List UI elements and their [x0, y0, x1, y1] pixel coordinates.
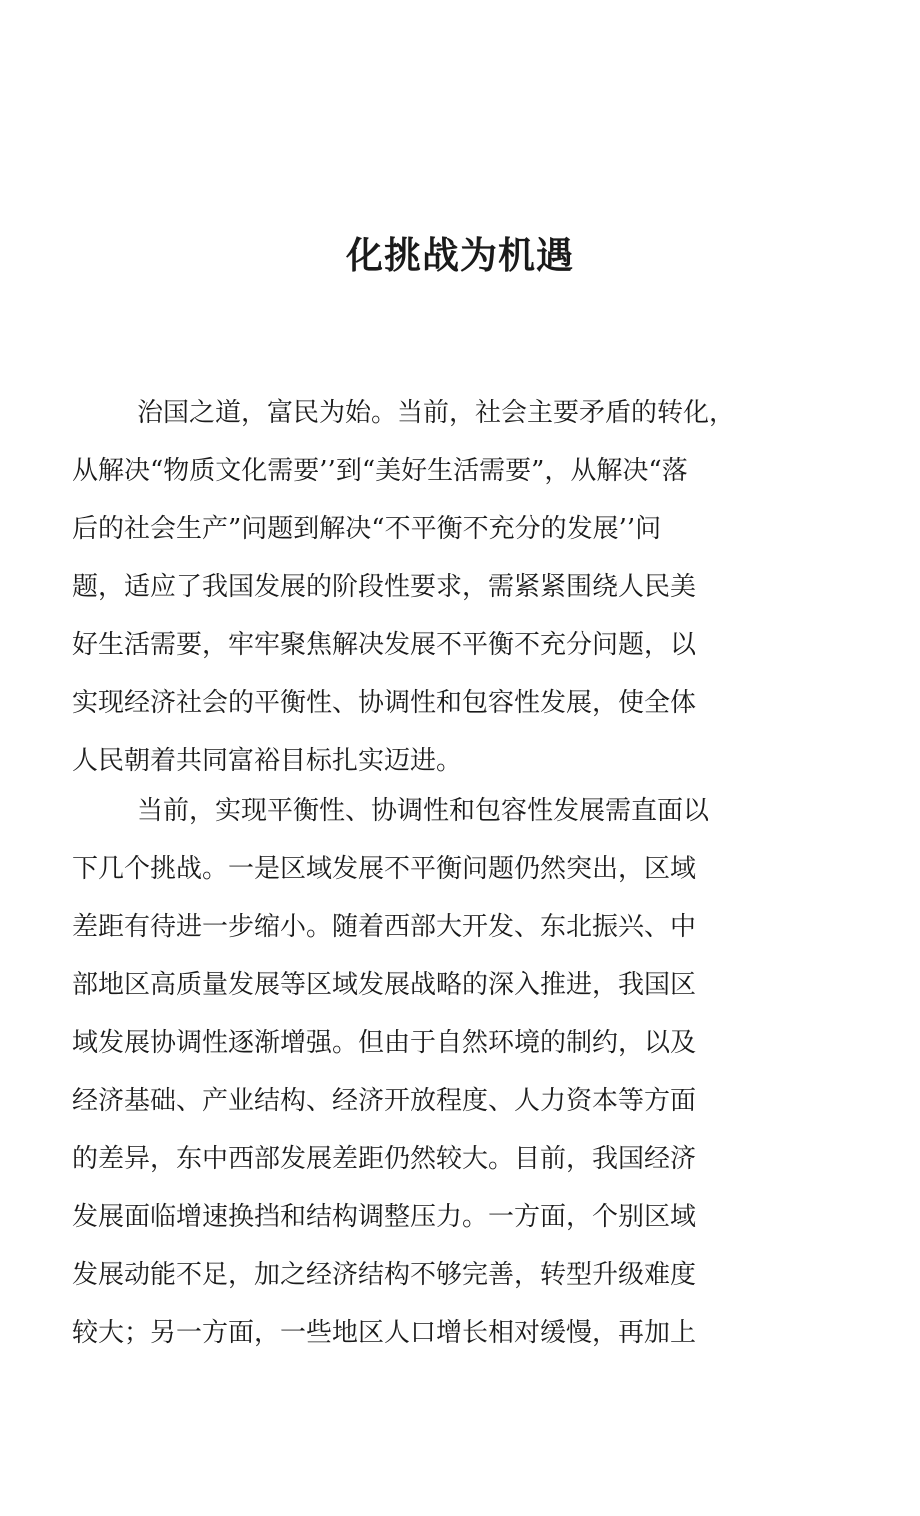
- paragraph-line: 发展面临增速换挡和结构调整压力。一方面，个别区域: [72, 1202, 697, 1232]
- paragraph-line: 经济基础、产业结构、经济开放程度、人力资本等方面: [72, 1086, 697, 1116]
- paragraph-2: [72, 782, 832, 1362]
- paragraph-line: 题，适应了我国发展的阶段性要求，需紧紧围绕人民美: [72, 572, 697, 602]
- paragraph-line: 的差异，东中西部发展差距仍然较大。目前，我国经济: [72, 1144, 697, 1174]
- paragraph-line: 较大；另一方面，一些地区人口增长相对缓慢，再加上: [72, 1318, 697, 1348]
- paragraph-line: 发展动能不足，加之经济结构不够完善，转型升级难度: [72, 1260, 697, 1290]
- paragraph-line: 后的社会生产”问题到解决“不平衡不充分的发展’’问: [72, 514, 662, 544]
- paragraph-line: 从解决“物质文化需要’’到“美好生活需要”，从解决“落: [72, 456, 688, 486]
- paragraph-1: [72, 384, 832, 790]
- paragraph-line: 当前，实现平衡性、协调性和包容性发展需直面以: [137, 796, 710, 826]
- paragraph-line: 下几个挑战。一是区域发展不平衡问题仍然突出，区域: [72, 854, 697, 884]
- paragraph-line: 域发展协调性逐渐增强。但由于自然环境的制约，以及: [72, 1028, 697, 1058]
- paragraph-line: 差距有待进一步缩小。随着西部大开发、东北振兴、中: [72, 912, 697, 942]
- paragraph-line: 人民朝着共同富裕目标扎实迈进。: [72, 746, 463, 776]
- paragraph-line: 好生活需要，牢牢聚焦解决发展不平衡不充分问题，以: [72, 630, 697, 660]
- paragraph-line: 实现经济社会的平衡性、协调性和包容性发展，使全体: [72, 688, 697, 718]
- paragraph-line: 治国之道，富民为始。当前，社会主要矛盾的转化，: [137, 398, 736, 428]
- document-title: 化挑战为机遇: [346, 234, 574, 277]
- paragraph-line: 部地区高质量发展等区域发展战略的深入推进，我国区: [72, 970, 697, 1000]
